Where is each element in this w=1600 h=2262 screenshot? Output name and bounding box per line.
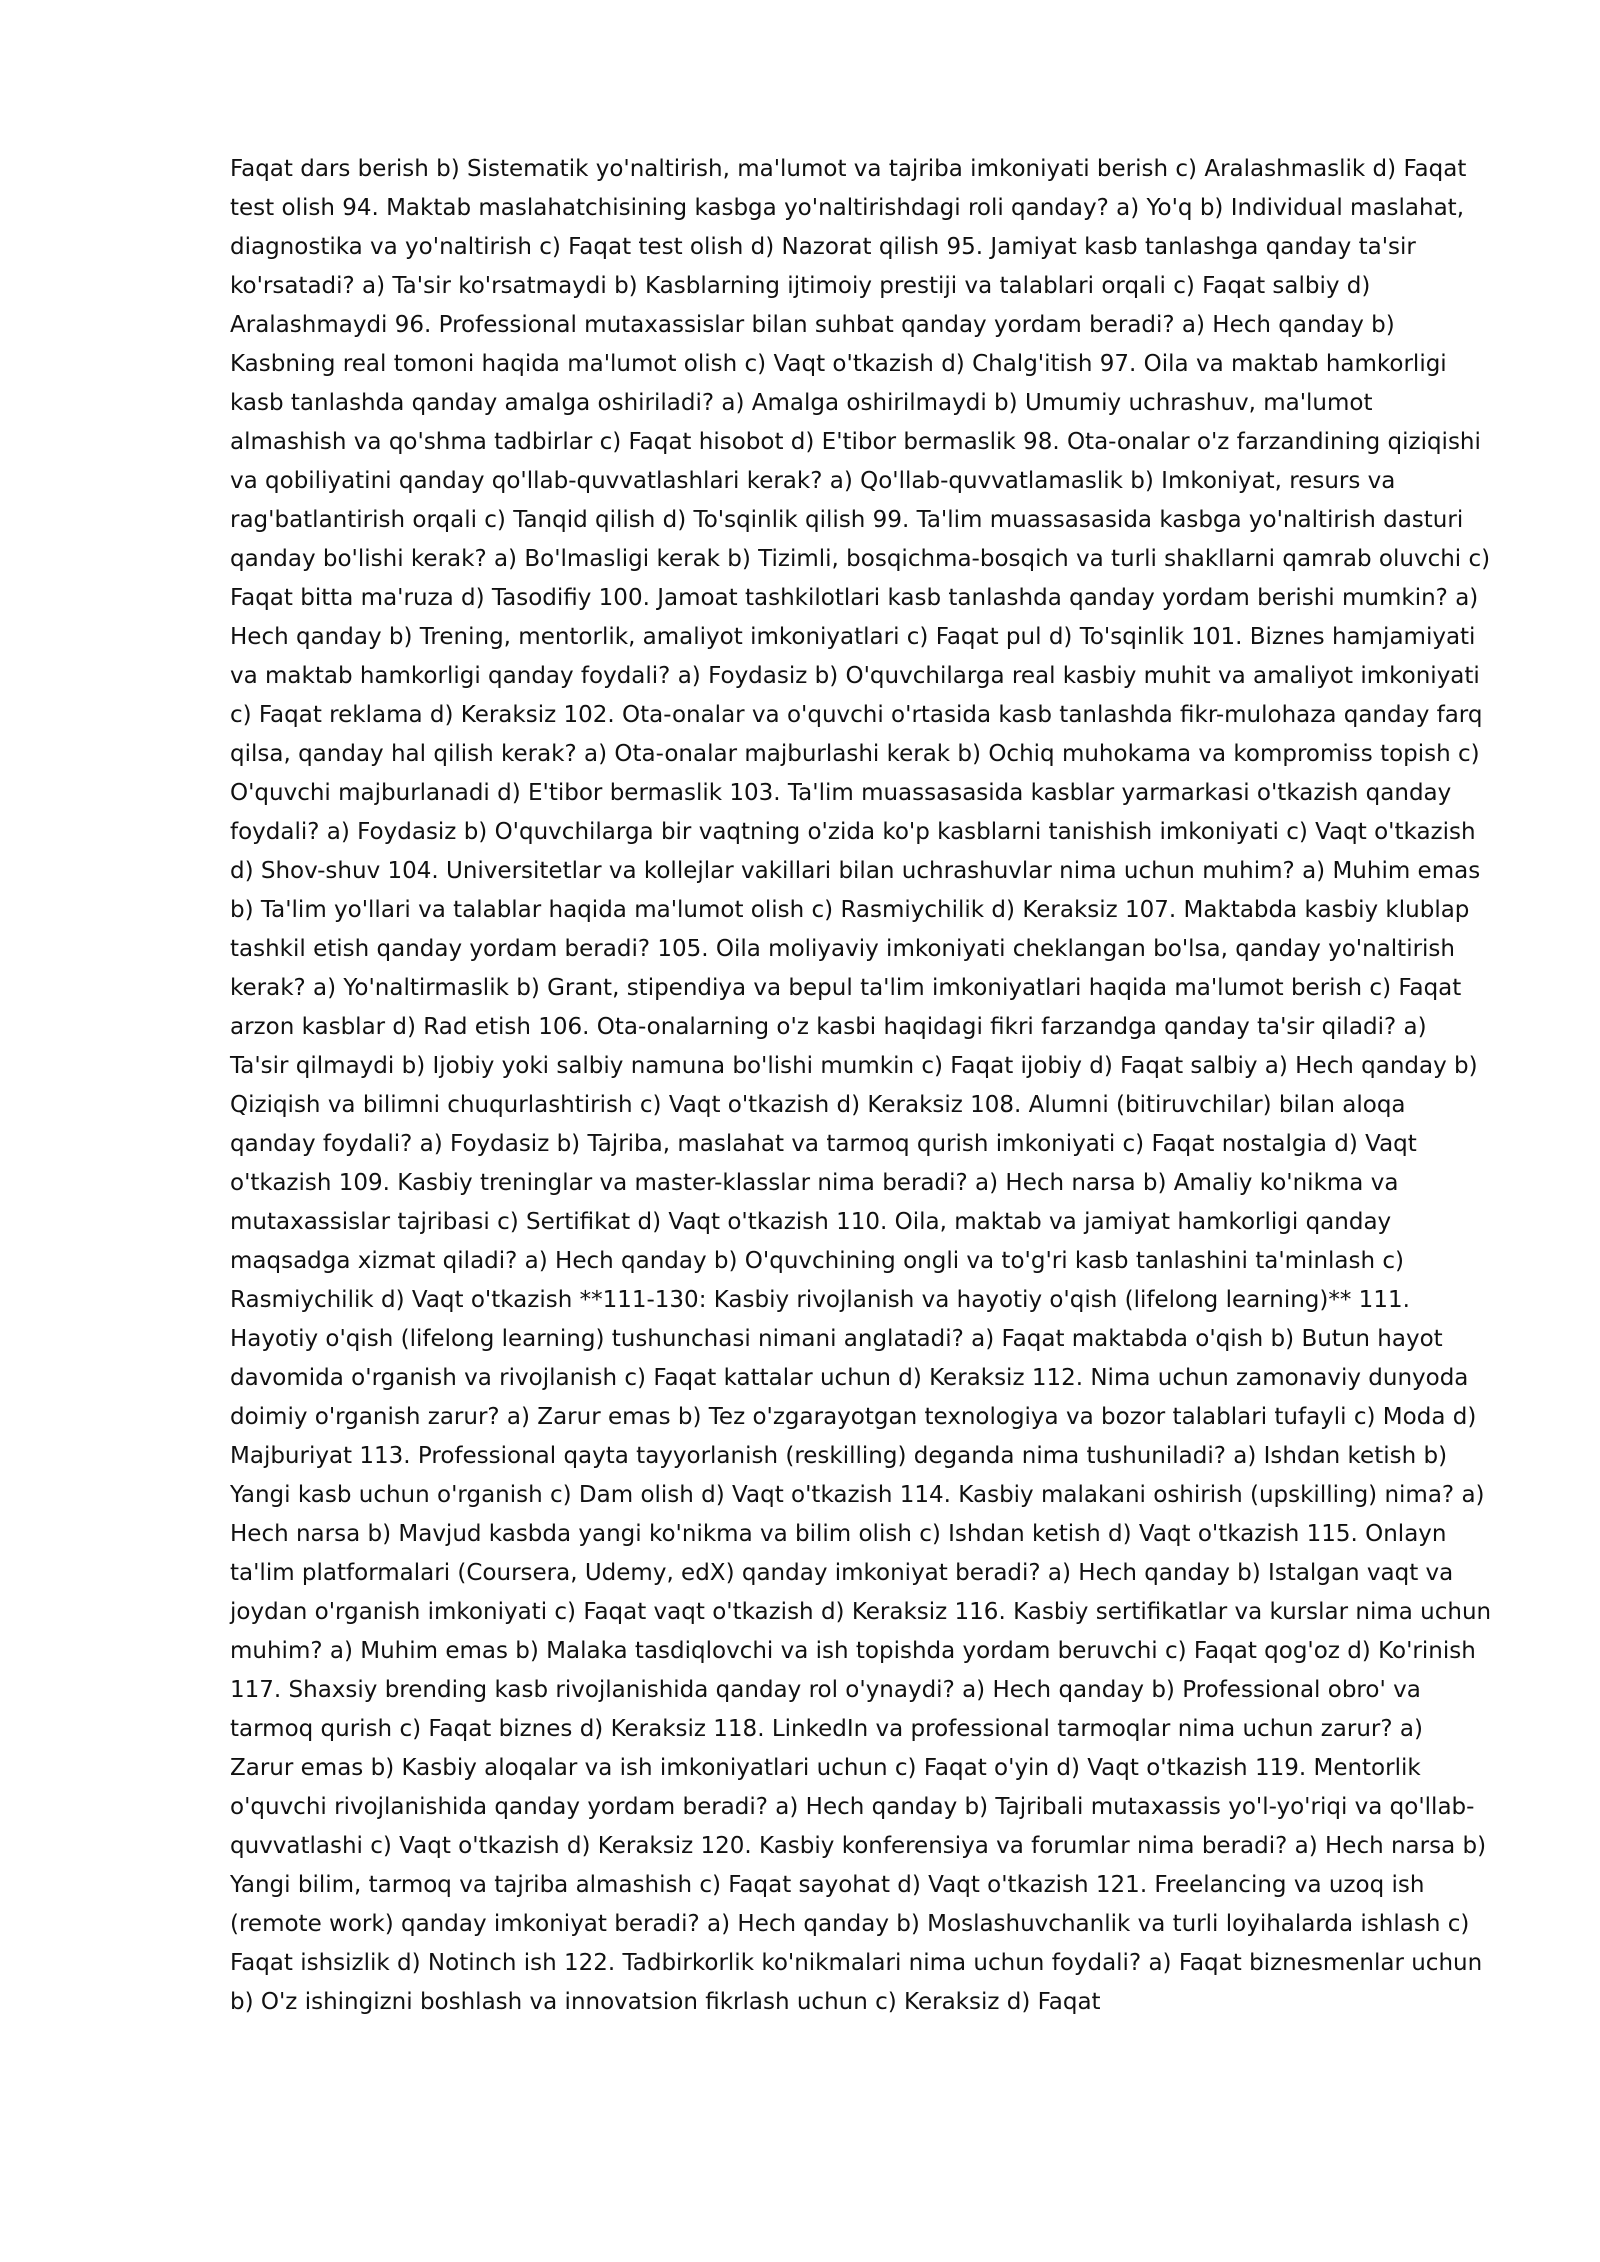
document-body-text: Faqat dars berish b) Sistematik yo'naltirish, ma'lumot va tajriba imkoniyati berish c) Aralashmaslik d) Faqat test olish 94. Maktab maslahatchisining kasbga yo'naltirishdagi roli qanday? a) Yo'q b) Individual maslahat, diagnostika va yo'naltirish c) Faqat test olish d) Nazorat qilish 95. Jamiyat kasb tanlashga qanday ta'sir ko'rsatadi? a) Ta'sir ko'rsatmaydi b) Kasblarning ijtimoiy prestiji va talablari orqali c) Faqat salbiy d) Aralashmaydi 96. Professional mutaxassislar bilan suhbat qanday yordam beradi? a) Hech qanday b) Kasbning real tomoni haqida ma'lumot olish c) Vaqt o'tkazish d) Chalg'itish 97. Oila va maktab hamkorligi kasb tanlashda qanday amalga oshiriladi? a) Amalga oshirilmaydi b) Umumiy uchrashuv, ma'lumot almashish va qo'shma tadbirlar c) Faqat hisobot d) E'tibor bermaslik 98. Ota-onalar o'z farzandining qiziqishi va qobiliyatini qanday qo'llab-quvvatlashlari kerak? a) Qo'llab-quvvatlamaslik b) Imkoniyat, resurs va rag'batlantirish orqali c) Tanqid qilish d) To'sqinlik qilish 99. Ta'lim muassasasida kasbga yo'naltirish dasturi qanday bo'lishi kerak? a) Bo'lmasligi kerak b) Tizimli, bosqichma-bosqich va turli shakllarni qamrab oluvchi c) Faqat bitta ma'ruza d) Tasodifiy 100. Jamoat tashkilotlari kasb tanlashda qanday yordam berishi mumkin? a) Hech qanday b) Trening, mentorlik, amaliyot imkoniyatlari c) Faqat pul d) To'sqinlik 101. Biznes hamjamiyati va maktab hamkorligi qanday foydali? a) Foydasiz b) O'quvchilarga real kasbiy muhit va amaliyot imkoniyati c) Faqat reklama d) Keraksiz 102. Ota-onalar va o'quvchi o'rtasida kasb tanlashda fikr-mulohaza qanday farq qilsa, qanday hal qilish kerak? a) Ota-onalar majburlashi kerak b) Ochiq muhokama va kompromiss topish c) O'quvchi majburlanadi d) E'tibor bermaslik 103. Ta'lim muassasasida kasblar yarmarkasi o'tkazish qanday foydali? a) Foydasiz b) O'quvchilarga bir vaqtning o'zida ko'p kasblarni tanishish imkoniyati c) Vaqt o'tkazish d) Shov-shuv 104. Universitetlar va kollejlar vakillari bilan uchrashuvlar nima uchun muhim? a) Muhim emas b) Ta'lim yo'llari va talablar haqida ma'lumot olish c) Rasmiychilik d) Keraksiz 107. Maktabda kasbiy klublap tashkil etish qanday yordam beradi? 105. Oila moliyaviy imkoniyati cheklangan bo'lsa, qanday yo'naltirish kerak? a) Yo'naltirmaslik b) Grant, stipendiya va bepul ta'lim imkoniyatlari haqida ma'lumot berish c) Faqat arzon kasblar d) Rad etish 106. Ota-onalarning o'z kasbi haqidagi fikri farzandga qanday ta'sir qiladi? a) Ta'sir qilmaydi b) Ijobiy yoki salbiy namuna bo'lishi mumkin c) Faqat ijobiy d) Faqat salbiy a) Hech qanday b) Qiziqish va bilimni chuqurlashtirish c) Vaqt o'tkazish d) Keraksiz 108. Alumni (bitiruvchilar) bilan aloqa qanday foydali? a) Foydasiz b) Tajriba, maslahat va tarmoq qurish imkoniyati c) Faqat nostalgia d) Vaqt o'tkazish 109. Kasbiy treninglar va master-klasslar nima beradi? a) Hech narsa b) Amaliy ko'nikma va mutaxassislar tajribasi c) Sertifikat d) Vaqt o'tkazish 110. Oila, maktab va jamiyat hamkorligi qanday maqsadga xizmat qiladi? a) Hech qanday b) O'quvchining ongli va to'g'ri kasb tanlashini ta'minlash c) Rasmiychilik d) Vaqt o'tkazish **111-130: Kasbiy rivojlanish va hayotiy o'qish (lifelong learning)** 111. Hayotiy o'qish (lifelong learning) tushunchasi nimani anglatadi? a) Faqat maktabda o'qish b) Butun hayot davomida o'rganish va rivojlanish c) Faqat kattalar uchun d) Keraksiz 112. Nima uchun zamonaviy dunyoda doimiy o'rganish zarur? a) Zarur emas b) Tez o'zgarayotgan texnologiya va bozor talablari tufayli c) Moda d) Majburiyat 113. Professional qayta tayyorlanish (reskilling) deganda nima tushuniladi? a) Ishdan ketish b) Yangi kasb uchun o'rganish c) Dam olish d) Vaqt o'tkazish 114. Kasbiy malakani oshirish (upskilling) nima? a) Hech narsa b) Mavjud kasbda yangi ko'nikma va bilim olish c) Ishdan ketish d) Vaqt o'tkazish 115. Onlayn ta'lim platformalari (Coursera, Udemy, edX) qanday imkoniyat beradi? a) Hech qanday b) Istalgan vaqt va joydan o'rganish imkoniyati c) Faqat vaqt o'tkazish d) Keraksiz 116. Kasbiy sertifikatlar va kurslar nima uchun muhim? a) Muhim emas b) Malaka tasdiqlovchi va ish topishda yordam beruvchi c) Faqat qog'oz d) Ko'rinish 117. Shaxsiy brending kasb rivojlanishida qanday rol o'ynaydi? a) Hech qanday b) Professional obro' va tarmoq qurish c) Faqat biznes d) Keraksiz 118. LinkedIn va professional tarmoqlar nima uchun zarur? a) Zarur emas b) Kasbiy aloqalar va ish imkoniyatlari uchun c) Faqat o'yin d) Vaqt o'tkazish 119. Mentorlik o'quvchi rivojlanishida qanday yordam beradi? a) Hech qanday b) Tajribali mutaxassis yo'l-yo'riqi va qo'llab-quvvatlashi c) Vaqt o'tkazish d) Keraksiz 120. Kasbiy konferensiya va forumlar nima beradi? a) Hech narsa b) Yangi bilim, tarmoq va tajriba almashish c) Faqat sayohat d) Vaqt o'tkazish 121. Freelancing va uzoq ish (remote work) qanday imkoniyat beradi? a) Hech qanday b) Moslashuvchanlik va turli loyihalarda ishlash c) Faqat ishsizlik d) Notinch ish 122. Tadbirkorlik ko'nikmalari nima uchun foydali? a) Faqat biznesmenlar uchun b) O'z ishingizni boshlash va innovatsion fikrlash uchun c) Keraksiz d) Faqat	[230, 156, 1492, 2015]
